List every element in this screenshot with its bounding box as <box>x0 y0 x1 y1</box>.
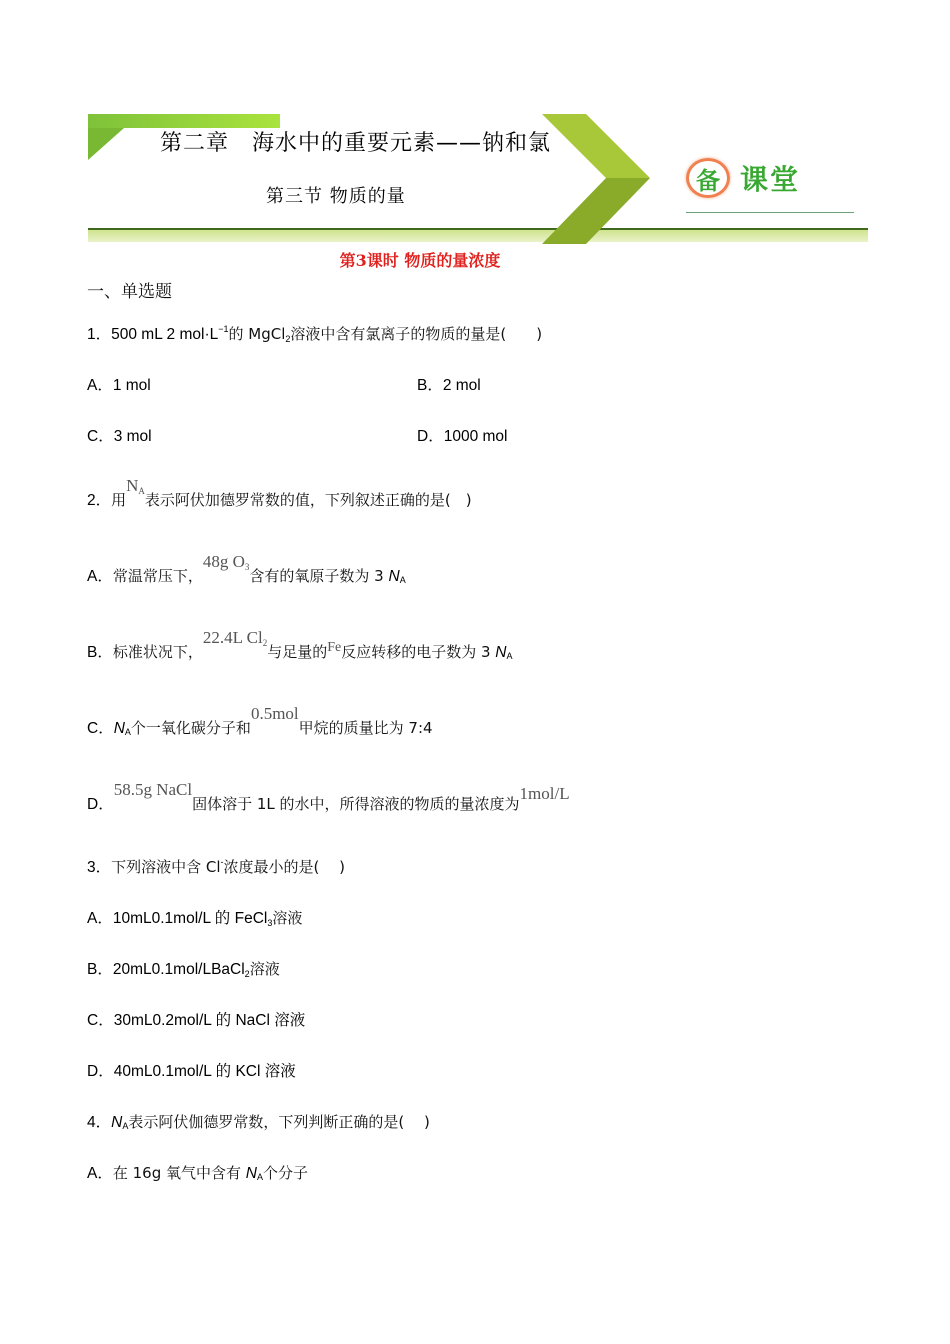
option-text: 3 mol <box>113 428 152 445</box>
option-label: C． <box>87 428 114 445</box>
option-text: 10mL0.1mol/L 的 FeCl <box>112 910 268 927</box>
banner-bottom-band <box>88 230 868 242</box>
option-label: A． <box>87 1165 113 1182</box>
brand-text: 课堂 <box>740 163 801 196</box>
stem-text: 用 <box>111 491 127 509</box>
option-text: 2 mol <box>442 377 481 394</box>
banner-bottom-line <box>88 228 868 230</box>
na-symbol: N <box>388 568 400 585</box>
option-label: D． <box>87 1063 114 1080</box>
option-label: B． <box>417 377 443 394</box>
subscript: A <box>256 1172 263 1182</box>
option-label: A． <box>87 377 113 394</box>
question-2-option-b[interactable] <box>87 628 513 662</box>
option-text: 常温常压下， <box>112 567 203 585</box>
stem-text: 的 MgCl <box>228 325 286 343</box>
subscript: A <box>506 651 513 661</box>
option-label: A． <box>87 910 113 927</box>
question-1-option-a[interactable] <box>87 373 151 395</box>
subscript: 3 <box>267 918 273 928</box>
na-symbol: N <box>245 1165 257 1182</box>
stem-text: 表示阿伏伽德罗常数，下列判断正确的是( ) <box>128 1113 430 1131</box>
question-1-option-b[interactable] <box>417 373 481 395</box>
section-heading: 一、单选题 <box>87 282 172 302</box>
option-label: D． <box>87 796 114 813</box>
option-text: 甲烷的质量比为 7:4 <box>298 719 433 737</box>
question-number: 4． <box>87 1114 112 1131</box>
stem-text: 溶液中含有氯离子的物质的量是( ) <box>290 325 543 343</box>
option-label: C． <box>87 1012 114 1029</box>
subscript: A <box>122 1121 129 1131</box>
formula <box>203 552 250 571</box>
question-1-stem <box>87 322 542 344</box>
question-4-stem <box>87 1110 430 1132</box>
na-symbol: N <box>111 1114 123 1131</box>
option-text: 40mL0.1mol/L 的 KCl 溶液 <box>113 1063 296 1080</box>
na-symbol: N <box>113 720 125 737</box>
banner-top-triangle <box>88 128 124 160</box>
question-3-option-c[interactable] <box>87 1008 305 1030</box>
option-text: 与足量的 <box>267 643 328 661</box>
superscript: −1 <box>218 324 229 334</box>
option-text: 固体溶于 1L 的水中，所得溶液的物质的量浓度为 <box>192 795 520 813</box>
formula <box>203 628 267 647</box>
question-number: 1． <box>87 326 112 343</box>
formula-text: 22.4L Cl <box>202 628 263 647</box>
question-1-option-d[interactable] <box>417 424 507 446</box>
option-text: 1 mol <box>112 377 151 394</box>
question-number: 2． <box>87 492 112 509</box>
option-label: C． <box>87 720 114 737</box>
chevron-arrow-icon <box>542 114 682 244</box>
subscript: A <box>138 486 145 496</box>
question-1-option-c[interactable] <box>87 424 152 446</box>
question-2-option-d[interactable] <box>87 780 570 814</box>
na-symbol: N <box>495 644 507 661</box>
stem-text: 表示阿伏加德罗常数的值，下列叙述正确的是( ) <box>144 491 472 509</box>
formula-text: 48g O <box>202 552 245 571</box>
superscript: - <box>220 857 224 867</box>
question-2-option-a[interactable] <box>87 552 406 586</box>
brand-logo <box>686 156 800 200</box>
stem-text: 浓度最小的是( ) <box>223 858 346 876</box>
subscript: 3 <box>244 562 250 572</box>
subscript: 2 <box>285 334 291 344</box>
subscript: A <box>399 575 406 585</box>
option-label: D． <box>417 428 444 445</box>
brand-underline <box>686 212 854 213</box>
option-text: 1000 mol <box>443 428 508 445</box>
subscript: A <box>124 727 131 737</box>
brand-circle-icon: 备 <box>686 158 730 198</box>
stem-text: 500 mL 2 mol·L <box>111 326 219 343</box>
formula-fe: Fe <box>327 640 342 655</box>
subscript: 2 <box>244 969 250 979</box>
stem-text: 下列溶液中含 Cl <box>111 858 221 876</box>
formula: 1mol/L <box>519 784 570 803</box>
section-title: 第三节 物质的量 <box>266 186 406 207</box>
question-number: 3． <box>87 859 112 876</box>
option-text: 标准状况下， <box>112 643 203 661</box>
option-text: 个分子 <box>262 1164 308 1182</box>
formula: 58.5g NaCl <box>113 780 193 799</box>
option-text: 30mL0.2mol/L 的 NaCl 溶液 <box>113 1012 306 1029</box>
question-4-option-a[interactable] <box>87 1161 308 1183</box>
formula-na <box>126 476 145 495</box>
header-banner <box>88 114 868 246</box>
option-text: 溶液 <box>249 960 280 978</box>
option-text: 反应转移的电子数为 3 <box>341 643 496 661</box>
option-text: 在 16g 氧气中含有 <box>112 1164 246 1182</box>
chapter-title: 第二章 海水中的重要元素——钠和氯 <box>160 131 552 156</box>
question-3-option-b[interactable] <box>87 957 280 979</box>
option-label: A． <box>87 568 113 585</box>
question-3-option-a[interactable] <box>87 906 302 928</box>
question-2-option-c[interactable] <box>87 704 433 738</box>
formula: 0.5mol <box>250 704 299 723</box>
option-label: B． <box>87 644 113 661</box>
option-text: 20mL0.1mol/LBaCl <box>112 961 245 978</box>
option-text: 个一氧化碳分子和 <box>130 719 251 737</box>
question-2-stem <box>87 476 472 510</box>
formula-text: N <box>126 476 139 495</box>
subscript: 2 <box>262 638 268 648</box>
lesson-title: 第3课时 物质的量浓度 <box>339 251 501 270</box>
option-text: 溶液 <box>272 909 303 927</box>
option-text: 含有的氧原子数为 3 <box>249 567 389 585</box>
question-3-option-d[interactable] <box>87 1059 296 1081</box>
option-label: B． <box>87 961 113 978</box>
question-3-stem <box>87 855 345 877</box>
